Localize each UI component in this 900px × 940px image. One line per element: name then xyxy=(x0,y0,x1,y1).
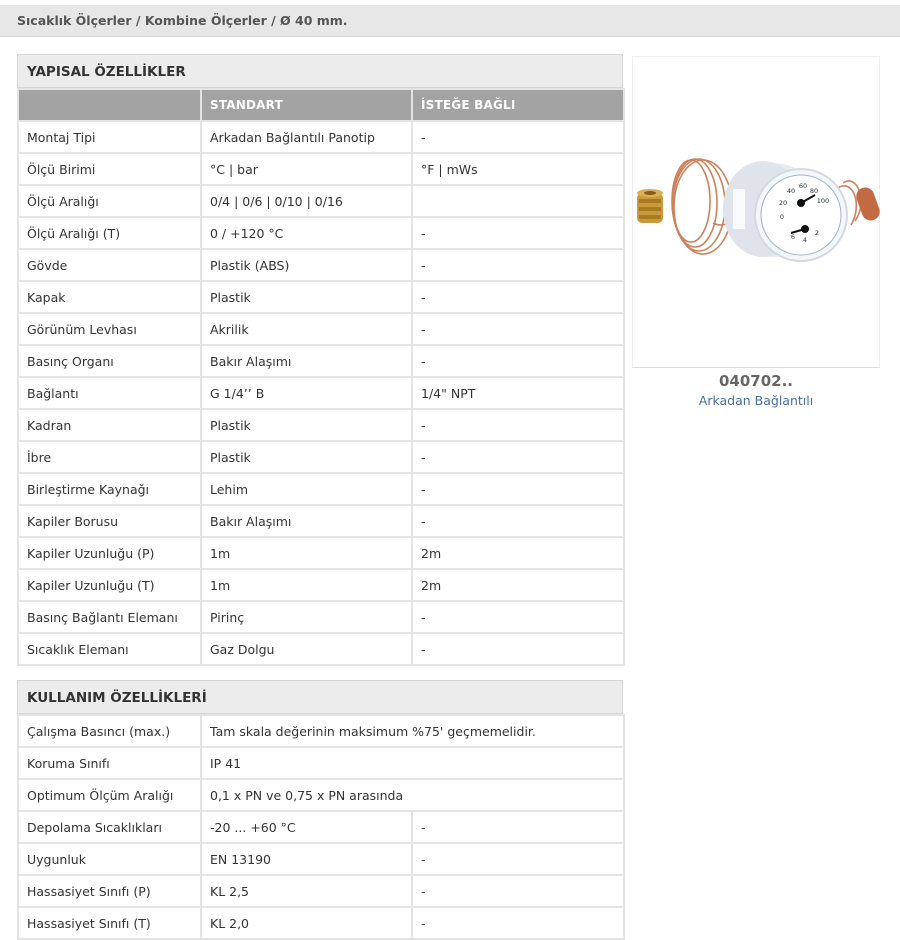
structural-property-name: İbre xyxy=(18,441,201,473)
structural-property-name: Kapiler Uzunluğu (P) xyxy=(18,537,201,569)
table-row xyxy=(18,409,624,441)
structural-standard-value: Plastik xyxy=(201,281,412,313)
structural-standard-value: 1m xyxy=(201,537,412,569)
structural-standard-value: 0 / +120 °C xyxy=(201,217,412,249)
table-row xyxy=(18,441,624,473)
structural-property-name: Gövde xyxy=(18,249,201,281)
structural-optional-value: - xyxy=(412,633,624,665)
usage-optional-value: - xyxy=(412,875,624,907)
usage-standard-value: EN 13190 xyxy=(201,843,412,875)
structural-standard-value: 0/4 | 0/6 | 0/10 | 0/16 xyxy=(201,185,412,217)
table-row xyxy=(18,345,624,377)
structural-spec-table xyxy=(17,88,625,666)
header-property xyxy=(18,89,201,121)
structural-standard-value: Plastik xyxy=(201,441,412,473)
table-row xyxy=(18,249,624,281)
structural-property-name: Kapak xyxy=(18,281,201,313)
table-row xyxy=(18,779,624,811)
dial-label: 2 xyxy=(814,229,820,237)
table-row xyxy=(18,569,624,601)
structural-optional-value: - xyxy=(412,505,624,537)
usage-section-title: KULLANIM ÖZELLİKLERİ xyxy=(17,680,623,714)
structural-standard-value: Akrilik xyxy=(201,313,412,345)
thermomanometer-image xyxy=(633,143,881,293)
structural-optional-value: °F | mWs xyxy=(412,153,624,185)
usage-property-name: Çalışma Basıncı (max.) xyxy=(18,715,201,747)
dial-label: 6 xyxy=(790,233,796,241)
structural-property-name: Kapiler Borusu xyxy=(18,505,201,537)
structural-optional-value: 2m xyxy=(412,537,624,569)
table-row xyxy=(18,185,624,217)
usage-optional-value: - xyxy=(412,811,624,843)
structural-property-name: Basınç Bağlantı Elemanı xyxy=(18,601,201,633)
product-link[interactable]: Arkadan Bağlantılı xyxy=(698,393,814,408)
structural-standard-value: Plastik (ABS) xyxy=(201,249,412,281)
usage-spec-table xyxy=(17,714,625,940)
structural-standard-value: Bakır Alaşımı xyxy=(201,505,412,537)
usage-value: 0,1 x PN ve 0,75 x PN arasında xyxy=(201,779,624,811)
table-row xyxy=(18,121,624,153)
structural-property-name: Kadran xyxy=(18,409,201,441)
usage-optional-value: - xyxy=(412,843,624,875)
structural-optional-value: - xyxy=(412,121,624,153)
usage-standard-value: KL 2,5 xyxy=(201,875,412,907)
table-row xyxy=(18,907,624,939)
usage-property-name: Uygunluk xyxy=(18,843,201,875)
product-code[interactable]: 040702.. xyxy=(718,372,794,390)
usage-value: IP 41 xyxy=(201,747,624,779)
breadcrumb: Sıcaklık Ölçerler / Kombine Ölçerler / Ø 40 mm. xyxy=(0,5,900,37)
table-row xyxy=(18,153,624,185)
table-row xyxy=(18,537,624,569)
structural-property-name: Ölçü Aralığı (T) xyxy=(18,217,201,249)
table-row xyxy=(18,601,624,633)
table-row xyxy=(18,633,624,665)
usage-standard-value: -20 ... +60 °C xyxy=(201,811,412,843)
structural-optional-value: 1/4" NPT xyxy=(412,377,624,409)
structural-standard-value: °C | bar xyxy=(201,153,412,185)
structural-standard-value: Arkadan Bağlantılı Panotip xyxy=(201,121,412,153)
structural-property-name: Kapiler Uzunluğu (T) xyxy=(18,569,201,601)
product-card[interactable] xyxy=(632,56,880,408)
product-image-frame[interactable] xyxy=(632,56,880,368)
structural-standard-value: Bakır Alaşımı xyxy=(201,345,412,377)
structural-optional-value: - xyxy=(412,313,624,345)
table-row xyxy=(18,377,624,409)
usage-standard-value: KL 2,0 xyxy=(201,907,412,939)
structural-header-row xyxy=(18,89,624,121)
structural-property-name: Bağlantı xyxy=(18,377,201,409)
structural-optional-value xyxy=(412,185,624,217)
table-row xyxy=(18,843,624,875)
table-row xyxy=(18,811,624,843)
table-row xyxy=(18,875,624,907)
structural-optional-value: - xyxy=(412,441,624,473)
structural-optional-value: - xyxy=(412,281,624,313)
dial-label: 20 xyxy=(778,199,788,207)
table-row xyxy=(18,505,624,537)
structural-property-name: Ölçü Birimi xyxy=(18,153,201,185)
dial-label: 4 xyxy=(802,236,808,244)
usage-optional-value: - xyxy=(412,907,624,939)
structural-standard-value: 1m xyxy=(201,569,412,601)
structural-standard-value: Gaz Dolgu xyxy=(201,633,412,665)
structural-property-name: Birleştirme Kaynağı xyxy=(18,473,201,505)
usage-value: Tam skala değerinin maksimum %75' geçmemelidir. xyxy=(201,715,624,747)
usage-property-name: Hassasiyet Sınıfı (T) xyxy=(18,907,201,939)
structural-standard-value: G 1/4’’ B xyxy=(201,377,412,409)
usage-property-name: Hassasiyet Sınıfı (P) xyxy=(18,875,201,907)
dial-label: 60 xyxy=(798,182,808,190)
structural-optional-value: - xyxy=(412,473,624,505)
table-row xyxy=(18,313,624,345)
structural-optional-value: - xyxy=(412,217,624,249)
structural-property-name: Sıcaklık Elemanı xyxy=(18,633,201,665)
structural-optional-value: - xyxy=(412,409,624,441)
table-row xyxy=(18,715,624,747)
table-row xyxy=(18,281,624,313)
structural-standard-value: Plastik xyxy=(201,409,412,441)
structural-property-name: Görünüm Levhası xyxy=(18,313,201,345)
usage-property-name: Koruma Sınıfı xyxy=(18,747,201,779)
usage-property-name: Optimum Ölçüm Aralığı xyxy=(18,779,201,811)
dial-label: 100 xyxy=(816,197,830,205)
structural-property-name: Montaj Tipi xyxy=(18,121,201,153)
table-row xyxy=(18,747,624,779)
structural-optional-value: - xyxy=(412,601,624,633)
structural-standard-value: Pirinç xyxy=(201,601,412,633)
header-optional: İSTEĞE BAĞLI xyxy=(412,89,624,121)
dial-label: 40 xyxy=(786,187,796,195)
structural-section-title: YAPISAL ÖZELLİKLER xyxy=(17,54,623,88)
dial-label: 0 xyxy=(779,213,785,221)
header-standard: STANDART xyxy=(201,89,412,121)
structural-optional-value: - xyxy=(412,345,624,377)
table-row xyxy=(18,473,624,505)
structural-property-name: Basınç Organı xyxy=(18,345,201,377)
structural-optional-value: 2m xyxy=(412,569,624,601)
structural-standard-value: Lehim xyxy=(201,473,412,505)
spec-panel xyxy=(17,54,623,940)
table-row xyxy=(18,217,624,249)
structural-property-name: Ölçü Aralığı xyxy=(18,185,201,217)
structural-optional-value: - xyxy=(412,249,624,281)
dial-label: 80 xyxy=(809,187,819,195)
usage-property-name: Depolama Sıcaklıkları xyxy=(18,811,201,843)
